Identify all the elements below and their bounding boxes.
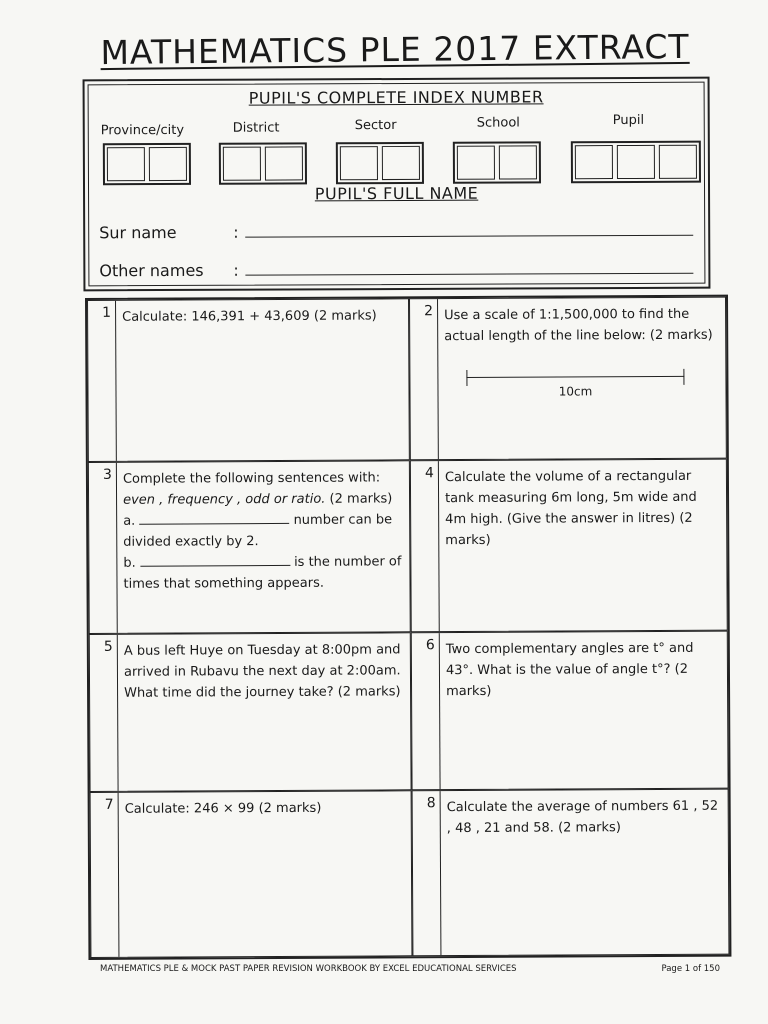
index-number-heading: PUPIL'S COMPLETE INDEX NUMBER <box>248 87 544 108</box>
question-3-words: even , frequency , odd or ratio. <box>123 491 326 508</box>
sector-index-boxes[interactable] <box>336 142 424 184</box>
question-3-marks: (2 marks) <box>325 491 393 507</box>
question-number: 4 <box>411 461 440 631</box>
full-name-heading: PUPIL'S FULL NAME <box>314 183 479 204</box>
district-label: District <box>232 120 280 136</box>
surname-separator: : <box>233 222 239 242</box>
question-3a-suffix: number can be divided exactly by 2. <box>123 512 393 550</box>
other-names-field[interactable] <box>245 273 693 276</box>
question-number: 2 <box>410 299 439 459</box>
question-text: A bus left Huye on Tuesday at 8:00pm and arrived in Rubavu the next day at 2:00am. What time did the journey take? (2 marks) <box>123 642 401 701</box>
question-8[interactable] <box>412 789 730 957</box>
sector-label: Sector <box>354 117 397 134</box>
question-text: Calculate: 246 × 99 (2 marks) <box>124 800 322 817</box>
question-3b-blank[interactable] <box>140 553 290 567</box>
pupil-label: Pupil <box>612 112 645 129</box>
pupil-index-boxes[interactable] <box>571 141 701 184</box>
question-1[interactable] <box>87 298 410 462</box>
question-number: 1 <box>88 301 117 461</box>
question-7[interactable] <box>90 790 413 958</box>
question-text: Calculate the average of numbers 61 , 52 , 48 , 21 and 58. (2 marks) <box>446 798 719 837</box>
question-3a-blank[interactable] <box>139 511 289 525</box>
question-3b-suffix: is the number of times that something appears. <box>123 554 402 592</box>
surname-label: Sur name <box>99 222 177 243</box>
other-names-label: Other names <box>99 260 204 281</box>
index-cell[interactable] <box>575 145 613 179</box>
question-2[interactable] <box>409 297 727 461</box>
province-label: Province/city <box>100 122 185 139</box>
index-cell[interactable] <box>499 145 537 179</box>
scale-line-label: 10cm <box>558 384 593 399</box>
province-index-boxes[interactable] <box>103 143 191 185</box>
footer-publisher: MATHEMATICS PLE & MOCK PAST PAPER REVISION WORKBOOK BY EXCEL EDUCATIONAL SERVICES <box>100 964 517 974</box>
pupil-info-box <box>83 77 711 292</box>
scale-line-figure <box>444 346 719 407</box>
question-number: 3 <box>89 463 118 633</box>
school-label: School <box>476 115 520 131</box>
surname-field[interactable] <box>245 235 693 238</box>
index-cell[interactable] <box>107 147 145 181</box>
page-title: MATHEMATICS PLE 2017 EXTRACT <box>100 26 690 73</box>
page-number: Page 1 of 150 <box>661 964 720 974</box>
index-cell[interactable] <box>457 146 495 180</box>
questions-grid <box>85 295 731 960</box>
question-number: 7 <box>91 793 120 957</box>
question-3a-prefix: a. <box>123 513 136 529</box>
question-3b-prefix: b. <box>123 555 136 571</box>
question-2-text: Use a scale of 1:1,500,000 to find the actual length of the line below: (2 marks) <box>444 306 713 345</box>
page-footer <box>100 964 720 974</box>
school-index-boxes[interactable] <box>453 141 541 183</box>
question-4[interactable] <box>410 459 728 633</box>
index-cell[interactable] <box>659 145 697 179</box>
index-cell[interactable] <box>340 146 378 180</box>
question-number: 6 <box>412 633 441 789</box>
question-text: Calculate: 146,391 + 43,609 (2 marks) <box>122 308 377 325</box>
scale-line <box>466 376 684 399</box>
other-names-separator: : <box>233 260 239 280</box>
question-text <box>123 467 404 594</box>
index-cell[interactable] <box>265 146 303 180</box>
question-3-intro: Complete the following sentences with: <box>122 470 381 487</box>
question-text: Calculate the volume of a rectangular tank measuring 6m long, 5m wide and 4m high. (Give the answer in litres) (2 marks) <box>444 468 697 549</box>
question-number: 5 <box>90 635 119 791</box>
question-text: Two complementary angles are t° and 43°. What is the value of angle t°? (2 marks) <box>445 640 694 700</box>
index-cell[interactable] <box>617 145 655 179</box>
question-6[interactable] <box>411 631 729 791</box>
question-3[interactable] <box>88 460 411 634</box>
district-index-boxes[interactable] <box>219 142 307 184</box>
index-cell[interactable] <box>382 146 420 180</box>
question-text <box>444 304 720 407</box>
index-cell[interactable] <box>223 147 261 181</box>
index-cell[interactable] <box>149 147 187 181</box>
question-5[interactable] <box>89 632 412 792</box>
question-number: 8 <box>413 791 442 955</box>
